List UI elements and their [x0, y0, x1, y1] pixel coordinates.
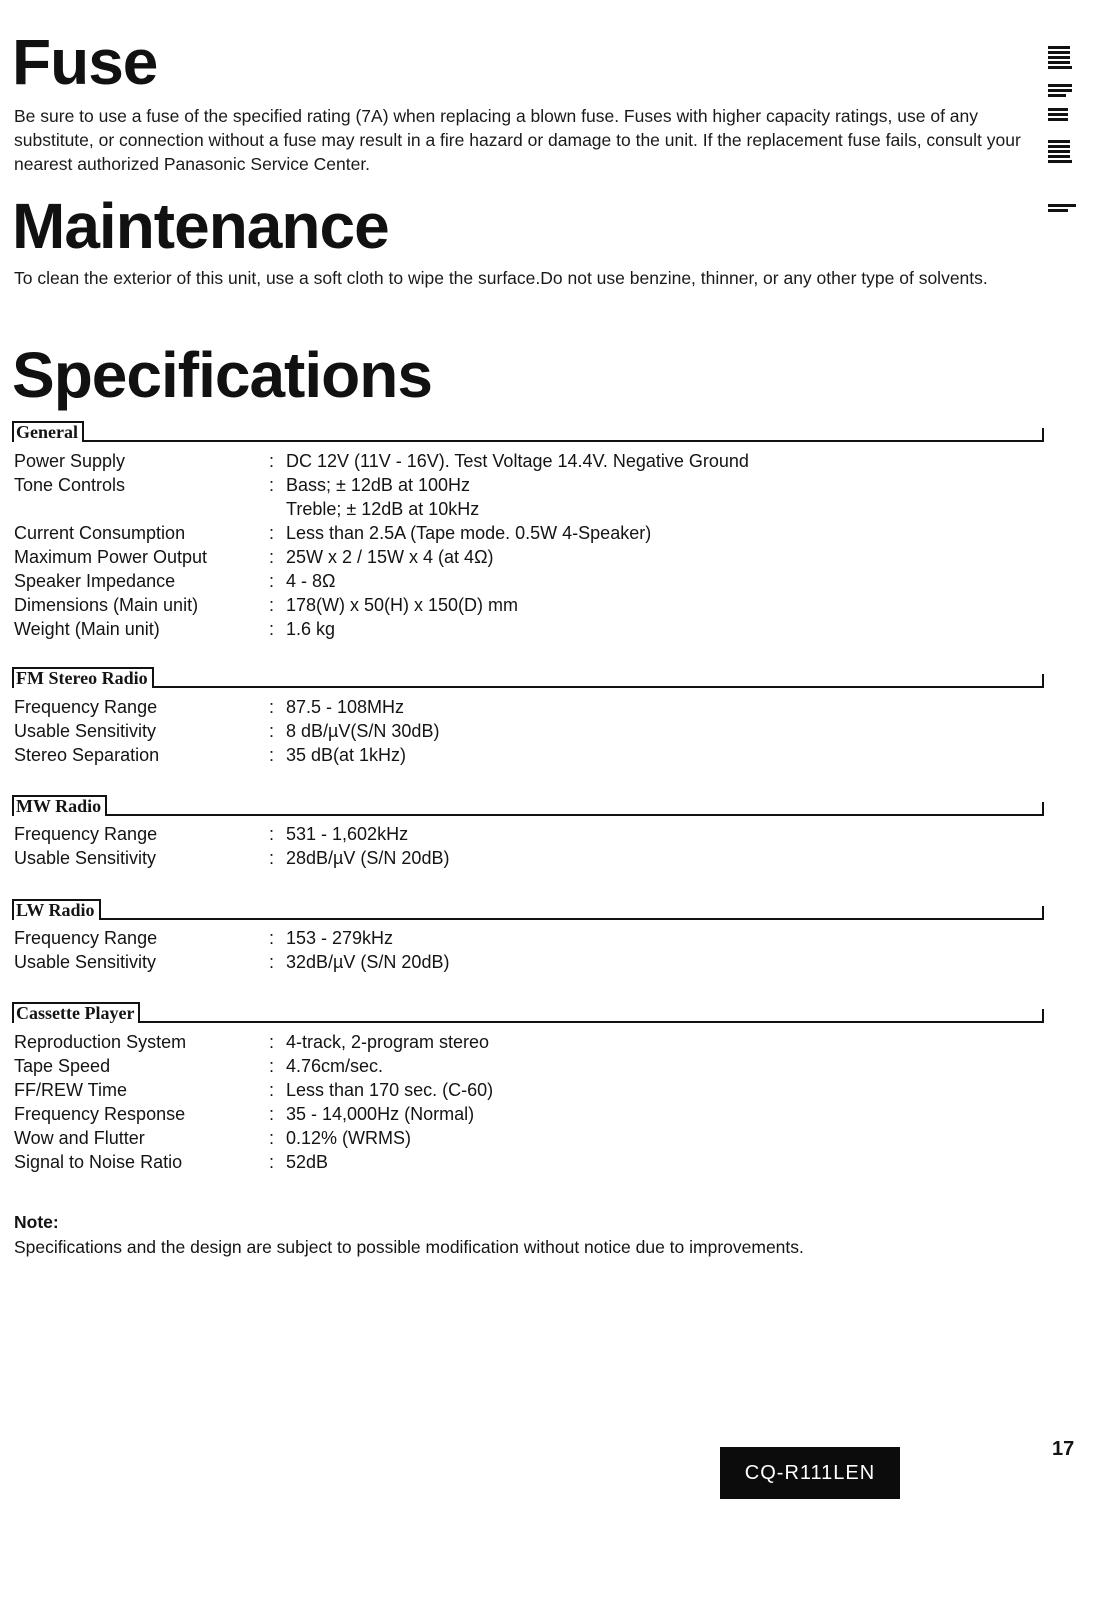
spec-value: 32dB/µV (S/N 20dB) [286, 952, 450, 972]
index-tab-mark-icon [1048, 46, 1070, 71]
spec-row: Weight (Main unit) : 1.6 kg [14, 619, 336, 639]
section-header-lw-radio [12, 896, 1044, 920]
spec-value: 178(W) x 50(H) x 150(D) mm [286, 595, 519, 615]
spec-value: Less than 170 sec. (C-60) [286, 1080, 494, 1100]
specifications-title: Specifications [12, 339, 432, 411]
spec-label: Dimensions (Main unit) [14, 595, 199, 615]
section-label-cassette-player: Cassette Player [12, 1002, 140, 1023]
spec-row: Frequency Range : 531 - 1,602kHz [14, 824, 409, 844]
spec-label: Frequency Range [14, 928, 158, 948]
spec-row [14, 497, 749, 521]
fuse-title: Fuse [12, 26, 158, 98]
spec-value: 0.12% (WRMS) [286, 1128, 412, 1148]
spec-row: Power Supply : DC 12V (11V - 16V). Test Voltage 14.4V. Negative Ground [14, 451, 749, 471]
section-label-fm-stereo-radio: FM Stereo Radio [12, 667, 154, 688]
spec-row: Current Consumption : Less than 2.5A (Tape mode. 0.5W 4-Speaker) [14, 523, 652, 543]
maintenance-title: Maintenance [12, 190, 389, 262]
spec-value: 4.76cm/sec. [286, 1056, 384, 1076]
spec-label: Stereo Separation [14, 745, 160, 765]
spec-value: 25W x 2 / 15W x 4 (at 4Ω) [286, 547, 494, 567]
spec-label: Power Supply [14, 451, 126, 471]
spec-label: Frequency Range [14, 824, 158, 844]
section-label-mw-radio: MW Radio [12, 795, 107, 816]
spec-value: Bass; ± 12dB at 100Hz [286, 475, 470, 495]
spec-row: Maximum Power Output : 25W x 2 / 15W x 4 (at 4Ω) [14, 547, 494, 567]
spec-label: Tape Speed [14, 1056, 111, 1076]
spec-row: FF/REW Time : Less than 170 sec. (C-60) [14, 1080, 494, 1100]
spec-value: 87.5 - 108MHz [286, 697, 405, 717]
spec-label: Frequency Response [14, 1104, 186, 1124]
spec-label: Usable Sensitivity [14, 848, 157, 868]
spec-label: Wow and Flutter [14, 1128, 145, 1148]
spec-row: Usable Sensitivity : 28dB/µV (S/N 20dB) [14, 848, 450, 868]
spec-value: Treble; ± 12dB at 10kHz [286, 499, 480, 519]
spec-row: Stereo Separation : 35 dB(at 1kHz) [14, 745, 407, 765]
spec-value: DC 12V (11V - 16V). Test Voltage 14.4V. Negative Ground [286, 451, 749, 471]
spec-value: 4-track, 2-program stereo [286, 1032, 490, 1052]
spec-table-general [14, 449, 749, 641]
spec-row: Frequency Response : 35 - 14,000Hz (Normal) [14, 1104, 475, 1124]
note-text: Specifications and the design are subject to possible modification without notice due to improvements. [14, 1237, 804, 1257]
spec-table-mw-radio [14, 822, 449, 870]
section-label-lw-radio: LW Radio [12, 899, 101, 920]
spec-value: 8 dB/µV(S/N 30dB) [286, 721, 440, 741]
index-tab-mark-icon [1048, 140, 1070, 165]
index-tab-mark-icon [1048, 84, 1072, 99]
spec-value: 52dB [286, 1152, 329, 1172]
spec-value: 35 dB(at 1kHz) [286, 745, 407, 765]
fuse-text: Be sure to use a fuse of the specified rating (7A) when replacing a blown fuse. Fuses with higher capacity ratings, use of any substitute, or connection without a fuse may result in a fire hazard or damage to the unit. If the replacement fuse fails, consult your nearest authorized Panasonic Service Center. [14, 106, 1021, 174]
maintenance-text: To clean the exterior of this unit, use a soft cloth to wipe the surface.Do not use benzine, thinner, or any other type of solvents. [14, 268, 988, 288]
spec-value: Less than 2.5A (Tape mode. 0.5W 4-Speaker) [286, 523, 652, 543]
spec-label: Frequency Range [14, 697, 158, 717]
model-number-badge: CQ-R111LEN [720, 1447, 900, 1499]
spec-label: Tone Controls [14, 475, 126, 495]
spec-row: Frequency Range : 87.5 - 108MHz [14, 697, 405, 717]
section-header-cassette-player [12, 999, 1044, 1023]
spec-table-lw-radio [14, 926, 449, 974]
spec-row: Signal to Noise Ratio : 52dB [14, 1152, 329, 1172]
spec-row: Frequency Range : 153 - 279kHz [14, 928, 394, 948]
spec-row: Usable Sensitivity : 8 dB/µV(S/N 30dB) [14, 721, 440, 741]
spec-label: Speaker Impedance [14, 571, 176, 591]
section-label-general: General [12, 421, 84, 442]
spec-value: 28dB/µV (S/N 20dB) [286, 848, 450, 868]
spec-label: Usable Sensitivity [14, 721, 157, 741]
spec-value: 35 - 14,000Hz (Normal) [286, 1104, 475, 1124]
note-title: Note: [14, 1212, 59, 1232]
spec-label: Weight (Main unit) [14, 619, 160, 639]
spec-label: FF/REW Time [14, 1080, 127, 1100]
spec-label: Reproduction System [14, 1032, 187, 1052]
spec-row: Tone Controls : Bass; ± 12dB at 100Hz [14, 475, 470, 495]
spec-row: Dimensions (Main unit) : 178(W) x 50(H) x 150(D) mm [14, 595, 519, 615]
spec-row: Reproduction System : 4-track, 2-program stereo [14, 1032, 490, 1052]
spec-label: Maximum Power Output [14, 547, 208, 567]
spec-row: Speaker Impedance : 4 - 8Ω [14, 571, 336, 591]
spec-label [14, 497, 269, 521]
section-header-mw-radio [12, 792, 1044, 816]
spec-table-fm-stereo-radio [14, 695, 439, 767]
spec-row: Tape Speed : 4.76cm/sec. [14, 1056, 384, 1076]
spec-row: Usable Sensitivity : 32dB/µV (S/N 20dB) [14, 952, 450, 972]
index-tab-mark-icon [1048, 204, 1076, 214]
spec-label: Usable Sensitivity [14, 952, 157, 972]
spec-label: Current Consumption [14, 523, 186, 543]
index-tab-mark-icon [1048, 108, 1068, 123]
page-number: 17 [1052, 1438, 1075, 1460]
section-header-fm-stereo-radio [12, 664, 1044, 688]
spec-value: 4 - 8Ω [286, 571, 336, 591]
spec-row: Wow and Flutter : 0.12% (WRMS) [14, 1128, 412, 1148]
section-header-general [12, 418, 1044, 442]
spec-value: 153 - 279kHz [286, 928, 394, 948]
spec-value: 531 - 1,602kHz [286, 824, 409, 844]
spec-value: 1.6 kg [286, 619, 336, 639]
spec-table-cassette-player [14, 1030, 493, 1174]
spec-label: Signal to Noise Ratio [14, 1152, 183, 1172]
